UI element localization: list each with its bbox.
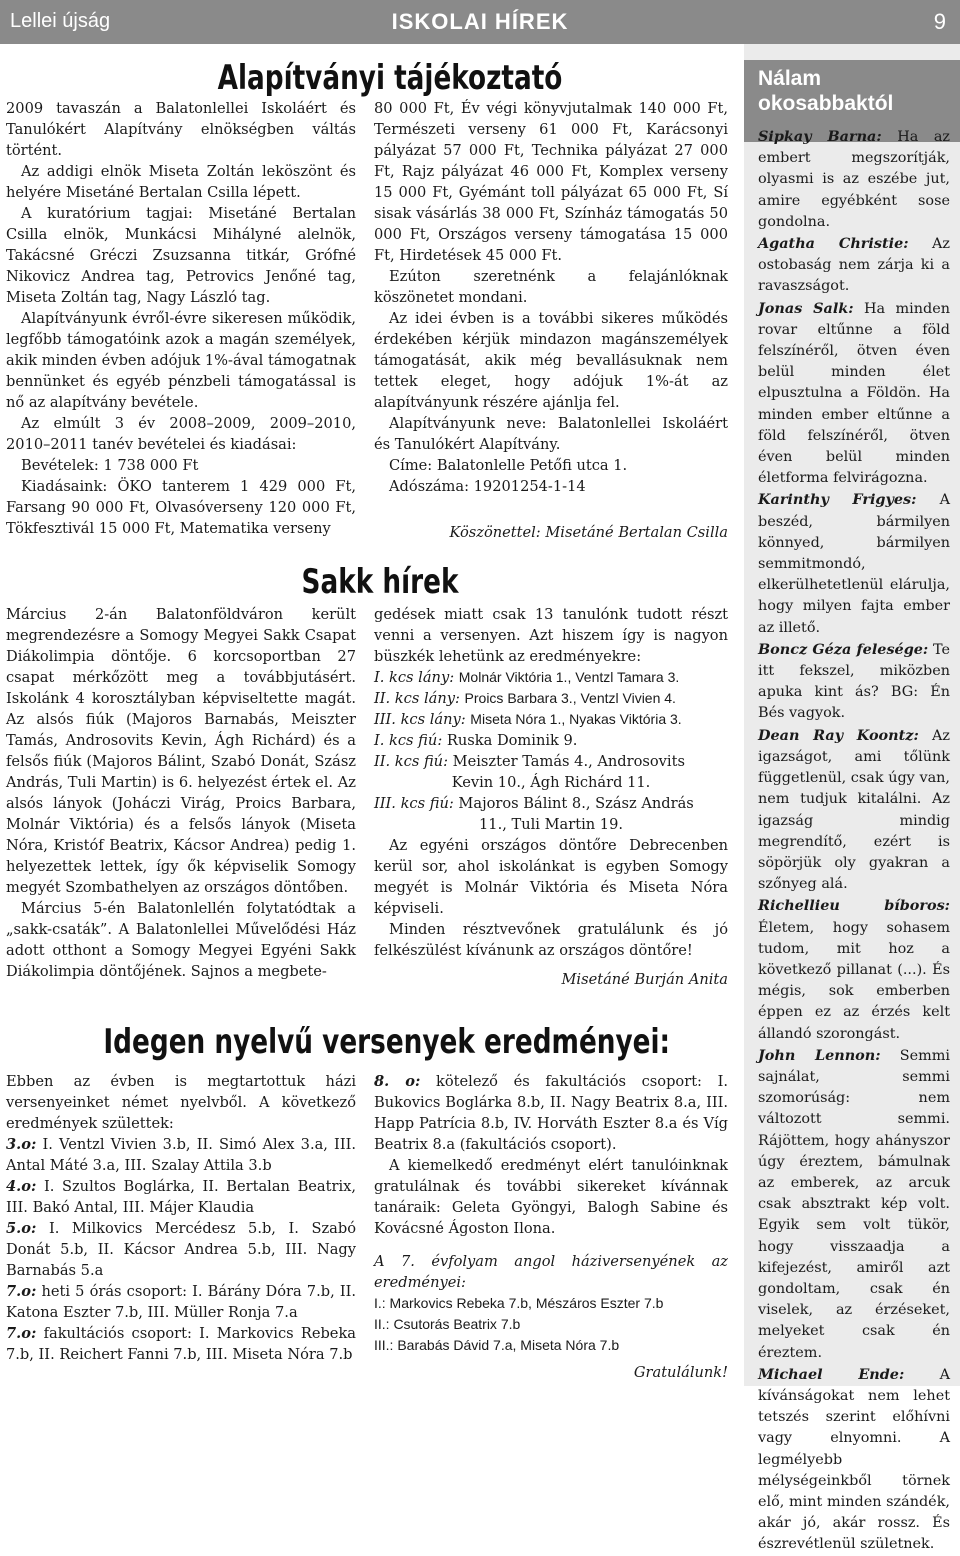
signature: Misetáné Burján Anita — [561, 971, 728, 988]
sidebar-quotes — [758, 126, 950, 1556]
alapitvany-signature-wrap — [374, 522, 728, 543]
sakk-right-column — [374, 604, 728, 990]
alapitvany-right-column — [374, 98, 728, 497]
grade-result — [6, 1281, 356, 1323]
angol-title: A 7. évfolyam angol háziversenyének az eredményei: — [374, 1253, 728, 1291]
sakk-left-column — [6, 604, 356, 982]
paragraph: Bevételek: 1 738 000 Ft — [21, 457, 199, 474]
page-number: 9 — [933, 9, 946, 34]
article-title-sakk: Sakk hírek — [301, 562, 459, 602]
paragraph: Minden résztvevőnek gratulálunk és jó felkészülést kívánunk az országos döntőre! — [374, 921, 728, 959]
result-continuation: Kevin 10., Ágh Richárd 11. — [451, 774, 651, 791]
paragraph: Alapítványunk évről-évre sikeresen működik, legfőbb támogatóink azok a magán személyek, akik minden évben adójuk 1%-ával támogatnak bennünket és egyéb pénzbeli támogatással is nő az alapítvány bevétele. — [6, 310, 356, 411]
result-line — [374, 667, 728, 688]
quote-text: Életem, hogy sohasem tudom, mit hoz a következő pillanat (...). És mégis, sok emberben éppen ez az érzés kelt állandó szorongást. — [758, 919, 950, 1042]
idegen-left-column — [6, 1071, 356, 1365]
closing-wrap — [374, 1362, 728, 1383]
result-continuation: 11., Tuli Martin 19. — [479, 816, 623, 833]
grade-text: kötelező és fakultációs csoport: I. Bukovics Boglárka 8.b, II. Nagy Beatrix 8.a, III. Happ Patrícia 8.b, IV. Horváth Eszter 8.a és Víg Beatrix 8.a (fakultációs csoport). — [374, 1073, 728, 1153]
article-title-alapitvany: Alapítványi tájékoztató — [217, 58, 563, 98]
quote-text: A kívánságokat nem lehet tetszés szerint előhívni vagy elnyomni. A legmélyebb mélységeinkből törnek elő, mint minden szándék, akár jó, akár rossz. És észrevétlenül születnek. — [758, 1366, 950, 1553]
category-label: I. kcs lány: — [374, 669, 455, 686]
quotes-sidebar — [744, 44, 960, 1553]
grade-result — [374, 1071, 728, 1155]
grade-text: I. Ventzl Vivien 3.b, II. Simó Alex 3.a, III. Antal Máté 3.a, III. Szalay Attila 3.b — [6, 1136, 356, 1174]
grade-label: 4.o: — [6, 1178, 37, 1195]
grade-text: I. Szultos Boglárka, II. Bertalan Beatrix, III. Bakó Antal, III. Májer Klaudia — [6, 1178, 357, 1216]
paragraph: Az elmúlt 3 év 2008–2009, 2009–2010, 2010–2011 tanév bevételei és kiadásai: — [6, 415, 356, 453]
grade-label: 7.o: — [6, 1325, 37, 1342]
paragraph: A kuratórium tagjai: Misetáné Bertalan Csilla elnök, Munkácsi Mihályné alelnök, Takácsné Gréczi Zsuzsanna titkár, Grófné Nikovicz Andrea tag, Petrovics Jenőné tag, Miseta Zoltán tag, Nagy László tag. — [6, 205, 356, 306]
paragraph: Március 5-én Balatonlellén folytatódtak a „sakk-csaták”. A Balatonlellei Művelődési Ház adott otthont a Somogy Megyei Egyéni Sakk Diákolimpia döntőjének. Sajnos a megbete- — [6, 900, 356, 980]
paragraph: Alapítványunk neve: Balatonlellei Iskoláért és Tanulókért Alapítvány. — [374, 415, 728, 453]
paragraph: gedések miatt csak 13 tanulónk tudott részt venni a versenyen. Azt hiszem így is nagyon büszkék lehetünk az eredményekre: — [374, 606, 728, 665]
angol-result: II.: Csutorás Beatrix 7.b — [374, 1316, 521, 1332]
quote-author: Karinthy Frigyes: — [758, 491, 917, 509]
result-line — [374, 709, 728, 730]
paragraph: Ezúton szeretnénk a felajánlóknak köszönetet mondani. — [374, 268, 728, 306]
quote-text: Te itt fekszel, miközben apuka kint ás? BG: Én Bés vagyok. — [758, 641, 950, 722]
paragraph: 2009 tavaszán a Balatonlellei Iskoláért és Tanulókért Alapítvány elnökségben váltás történt. — [6, 100, 356, 159]
quote — [758, 895, 950, 1044]
grade-label: 7.o: — [6, 1283, 37, 1300]
result-text: Molnár Viktória 1., Ventzl Tamara 3. — [458, 669, 680, 685]
paragraph: A kiemelkedő eredményt elért tanulóinknak gratulálnak és további sikereket kívánnak tanáraik: Geleta Gyöngyi, Balogh Sabine és Kovácsné Ágoston Ilona. — [374, 1157, 728, 1237]
grade-label: 8. o: — [374, 1073, 421, 1090]
result-line — [374, 751, 728, 772]
quote — [758, 1045, 950, 1364]
quote-author: John Lennon: — [758, 1046, 881, 1064]
paragraph: Az idei évben is a további sikeres működés érdekében kérjük mindazon magánszemélyek támogatását, akik még bevallásuknak nem tettek eleget, hogy adójuk 1%-át az alapítványunk részére ajánlja fel. — [374, 310, 728, 411]
quote-author: Richellieu bíboros: — [758, 897, 950, 915]
quote — [758, 126, 950, 233]
quote-author: Agatha Christie: — [758, 235, 909, 253]
grade-result — [6, 1218, 356, 1281]
sidebar-title: Nálam okosabbaktól — [758, 67, 894, 115]
quote-text: Ha az embert megszorítják, olyasmi is az eszébe jut, amire egyébként sose gondolna. — [758, 129, 950, 230]
category-label: II. kcs lány: — [374, 690, 460, 707]
category-label: III. kcs fiú: — [374, 795, 454, 812]
quote-author: Jonas Salk: — [758, 299, 854, 317]
newspaper-name: Lellei újság — [10, 10, 111, 32]
result-text: Miseta Nóra 1., Nyakas Viktória 3. — [470, 711, 682, 727]
quote — [758, 1364, 950, 1556]
alapitvany-left-column — [6, 98, 356, 539]
quote-author: Dean Ray Koontz: — [758, 726, 919, 744]
grade-label: 5.o: — [6, 1220, 37, 1237]
quote-text: Semmi sajnálat, semmi szomorúság: nem változott semmi. Rájöttem, hogy ahányszor úgy éreztem, bámulnak az emberek, az arcuk csak absztrakt kép volt. Egyik sem volt tükör, hogy visszaadja a kifejezést, amiről azt gondoltam, csak én viselek, az érzéseket, melyeket csak én éreztem. — [758, 1047, 950, 1361]
angol-result: I.: Markovics Rebeka 7.b, Mészáros Eszter 7.b — [374, 1295, 664, 1311]
idegen-right-column — [374, 1071, 728, 1356]
page-header — [0, 0, 960, 44]
quote-text: Ha minden rovar eltűnne a föld felszínéről, ötven éven belül minden élet elpusztulna a Földön. Ha minden ember eltűnne a föld felszínéről, ötven éven belül minden életforma felvirágozna. — [758, 300, 951, 487]
quote-author: Boncz Géza felesége: — [758, 640, 929, 658]
grade-label: 3.o: — [6, 1136, 37, 1153]
angol-result: III.: Barabás Dávid 7.a, Miseta Nóra 7.b — [374, 1337, 620, 1353]
paragraph: Kiadásaink: ÖKO tanterem 1 429 000 Ft, Farsang 90 000 Ft, Olvasóverseny 120 000 Ft, Tökfesztivál 15 000 Ft, Matematika verseny — [6, 478, 356, 537]
grade-text: fakultációs csoport: I. Markovics Rebeka 7.b, II. Reichert Fanni 7.b, III. Miseta Nóra 7.b — [6, 1325, 356, 1363]
grade-text: I. Milkovics Mercédesz 5.b, I. Szabó Donát 5.b, II. Kácsor Andrea 5.b, III. Nagy Barnabás 5.a — [6, 1220, 356, 1279]
quote — [758, 298, 950, 490]
paragraph: Az egyéni országos döntőre Debrecenben kerül sor, ahol iskolánkat is egyben Somogy megyét is Molnár Viktória és Miseta Nóra képviseli. — [374, 837, 728, 917]
result-text: Majoros Bálint 8., Szász András — [458, 795, 694, 812]
result-text: Proics Barbara 3., Ventzl Vivien 4. — [464, 690, 676, 706]
quote — [758, 489, 950, 638]
quote-text: A beszéd, bármilyen könnyed, bármilyen semmitmondó, elkerülhetetlenül elárulja, hogy milyen fajta ember az illető. — [758, 492, 950, 636]
section-title: ISKOLAI HÍREK — [391, 9, 569, 34]
closing-text: Gratulálunk! — [633, 1364, 728, 1381]
quote-text: Az igazságot, ami tőlünk függetlenül, csak úgy van, nem tudjuk kitalálni. Az igazság mindig megrendítő, ezért is söpörjük oly gyakran a szőnyeg alá. — [758, 727, 951, 893]
grade-text: heti 5 órás csoport: I. Bárány Dóra 7.b, II. Katona Eszter 7.b, III. Müller Ronja 7.a — [6, 1283, 356, 1321]
result-text: Meiszter Tamás 4., Androsovits — [452, 753, 685, 770]
paragraph: Március 2-án Balatonföldváron került megrendezésre a Somogy Megyei Sakk Csapat Diákolimpia döntője. 6 korcsoportban 27 csapat mérkőzött meg a továbbjutásért. Iskolánk 4 korosztályban képviseltette magát. Az alsós fiúk (Majoros Barnabás, Meiszter Tamás, Androsovits Kevin, Ágh Richárd) és a felsős fiúk (Majoros Bálint, Szabó Donát, Szász András, Tuli Martin) is 6. helyezést értek el. Az alsós lányok (Joháczi Virág, Proics Barbara, Molnár Viktória) és a felsős lányok (Miseta Nóra, Kristóf Beatrix, Kácsor Andrea) pedig 1. helyezettek lettek, így ők képviselik Somogy megyét Szombathelyen az országos döntőben. — [6, 606, 356, 896]
paragraph: Adószáma: 19201254-1-14 — [389, 478, 586, 495]
quote-author: Michael Ende: — [758, 1365, 905, 1383]
grade-result — [6, 1176, 356, 1218]
grade-result — [6, 1323, 356, 1365]
paragraph: Ebben az évben is megtartottuk házi versenyeinket német nyelvből. A következő eredmények születtek: — [6, 1073, 356, 1132]
signature: Köszönettel: Misetáné Bertalan Csilla — [449, 524, 728, 541]
result-line — [374, 793, 728, 814]
paragraph: Címe: Balatonlelle Petőfi utca 1. — [389, 457, 628, 474]
category-label: I. kcs fiú: — [374, 732, 443, 749]
category-label: II. kcs fiú: — [374, 753, 449, 770]
category-label: III. kcs lány: — [374, 711, 466, 728]
quote — [758, 725, 950, 896]
paragraph: 80 000 Ft, Év végi könyvjutalmak 140 000 Ft, Természeti verseny 61 000 Ft, Karácsonyi pályázat 57 000 Ft, Technika pályázat 27 000 Ft, Rajz pályázat 46 000 Ft, Komplex verseny 15 000 Ft, Gyémánt toll pályázat 65 000 Ft, Sí sisak vásárlás 38 000 Ft, Színház támogatás 50 000 Ft, Országos verseny támogatása 15 000 Ft, Hirdetések 45 000 Ft. — [374, 100, 728, 264]
result-text: Ruska Dominik 9. — [446, 732, 578, 749]
quote-text: Az ostobaság nem zárja ki a ravaszságot. — [758, 236, 950, 295]
quote-author: Sipkay Barna: — [758, 128, 882, 145]
result-line — [374, 730, 728, 751]
result-line — [374, 688, 728, 709]
paragraph: Az addigi elnök Miseta Zoltán leköszönt és helyére Misetáné Bertalan Csilla lépett. — [6, 163, 356, 201]
quote — [758, 639, 950, 725]
article-title-idegen: Idegen nyelvű versenyek eredményei: — [103, 1022, 671, 1062]
grade-result — [6, 1134, 356, 1176]
quote — [758, 233, 950, 298]
